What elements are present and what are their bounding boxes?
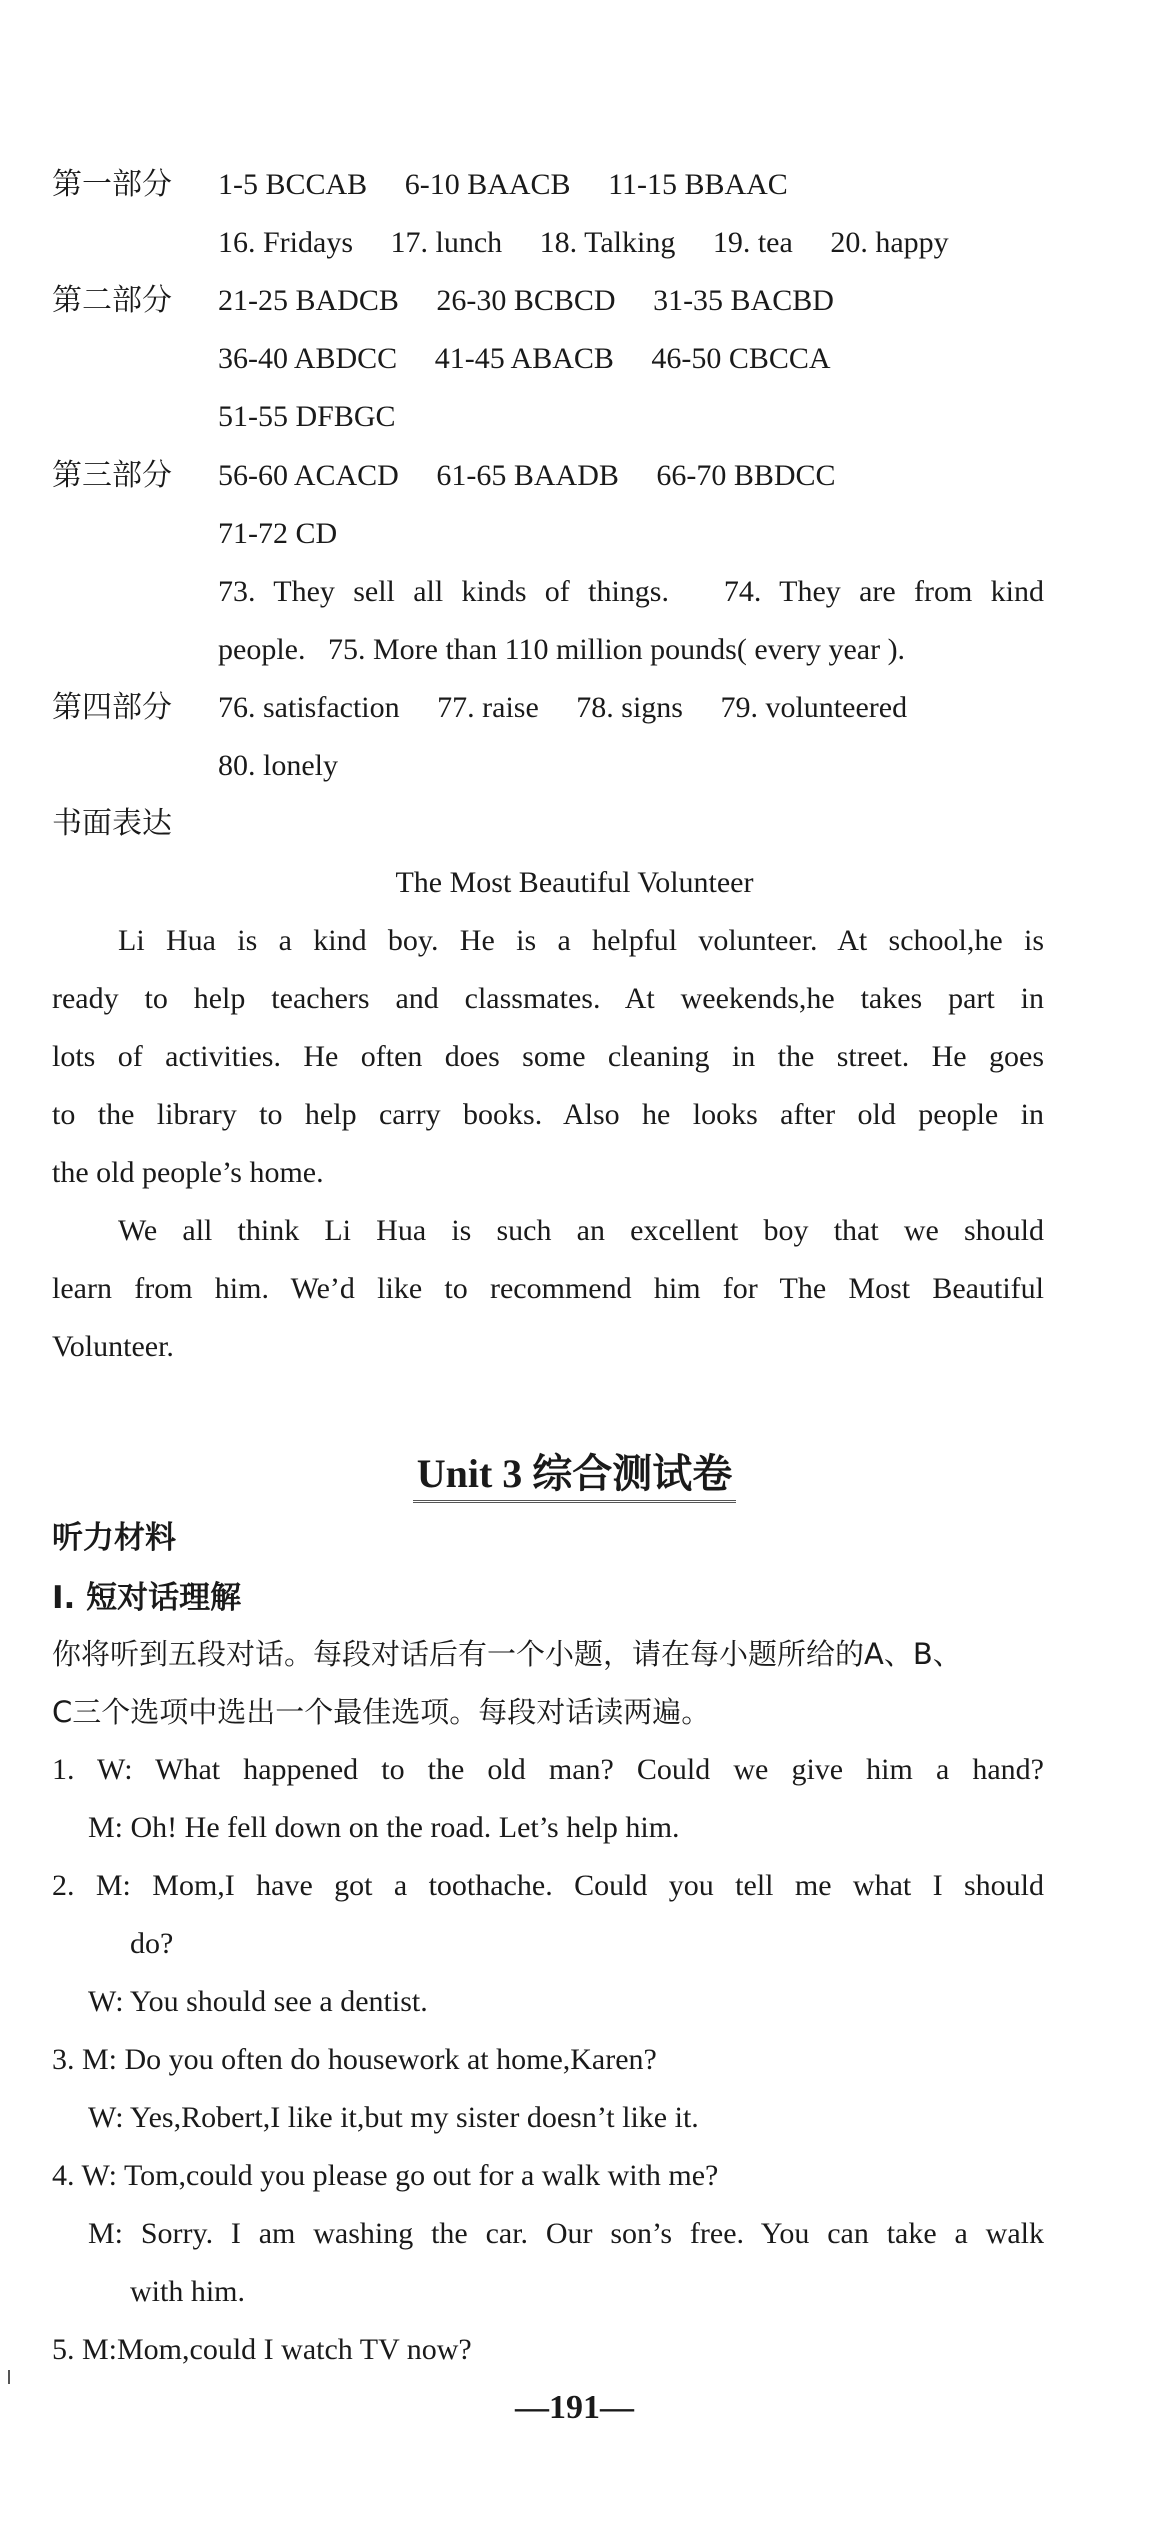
answer-item: 20. happy [830,226,949,259]
answer-item: 17. lunch [390,226,503,259]
essay-p1-line5: the old people’s home. [52,1156,324,1189]
part3-label: 第三部分 [52,459,172,492]
answer-group: 61-65 BAADB [436,459,619,492]
dialogue-2-q: 2. M: Mom,I have got a toothache. Could you tell me what I should [52,1869,1044,1902]
answer-group: 56-60 ACACD [218,459,399,492]
instruction-line2: C三个选项中选出一个最佳选项。每段对话读两遍。 [52,1695,711,1729]
essay-p2-line2: learn from him. We’d like to recommend him for The Most Beautiful [52,1272,1044,1305]
answer-group: 36-40 ABDCC [218,342,398,375]
answer-item: 76. satisfaction [218,691,400,724]
page-number: —191— [515,2389,634,2426]
answer-item: 16. Fridays [218,226,353,259]
part3-line2: 71-72 CD [218,517,338,550]
section-heading: Ⅰ. 短对话理解 [52,1580,242,1616]
essay-p2-line1: We all think Li Hua is such an excellent boy that we should [118,1214,1044,1247]
instruction-line1: 你将听到五段对话。每段对话后有一个小题，请在每小题所给的A、B、 [52,1637,962,1671]
answer-item: 18. Talking [539,226,676,259]
essay-p2-line3: Volunteer. [52,1330,174,1363]
answer-group: 6-10 BAACB [404,168,571,201]
part2-line3: 51-55 DFBGC [218,400,396,433]
essay-p1-line2: ready to help teachers and classmates. At weekends,he takes part in [52,982,1044,1015]
part2-label: 第二部分 [52,284,172,317]
unit-title-text: Unit 3 综合测试卷 [413,1451,737,1503]
dialogue-4-q: 4. W: Tom,could you please go out for a walk with me? [52,2159,719,2192]
part1-line1 [218,165,788,205]
essay-title: The Most Beautiful Volunteer [395,866,754,899]
part1-line2 [218,223,949,263]
part3-line4: people. 75. More than 110 million pounds( every year ). [218,633,906,666]
dialogue-3-q: 3. M: Do you often do housework at home,Karen? [52,2043,657,2076]
part4-line2: 80. lonely [218,749,338,782]
part4-label: 第四部分 [52,691,172,724]
answer-group: 46-50 CBCCA [651,342,831,375]
answer-item: 78. signs [576,691,683,724]
part2-line2 [218,339,831,379]
essay-p1-line3: lots of activities. He often does some cleaning in the street. He goes [52,1040,1044,1073]
dialogue-4-a-cont: with him. [130,2275,246,2308]
essay-p1-line4: to the library to help carry books. Also he looks after old people in [52,1098,1044,1131]
answer-group: 66-70 BBDCC [656,459,836,492]
unit-title [0,1448,1149,1500]
margin-mark [8,2370,10,2384]
part3-line1 [218,456,836,496]
listening-heading: 听力材料 [52,1520,176,1556]
answer-item: 19. tea [712,226,793,259]
writing-label: 书面表达 [52,807,172,840]
answer-group: 26-30 BCBCD [436,284,616,317]
answer-item: 77. raise [437,691,539,724]
dialogue-3-a: W: Yes,Robert,I like it,but my sister doesn’t like it. [88,2101,699,2134]
dialogue-1-a: M: Oh! He fell down on the road. Let’s help him. [88,1811,680,1844]
dialogue-1-q: 1. W: What happened to the old man? Could we give him a hand? [52,1753,1044,1786]
dialogue-2-q-cont: do? [130,1927,174,1960]
part2-line1 [218,281,834,321]
answer-group: 1-5 BCCAB [218,168,368,201]
essay-p1-line1: Li Hua is a kind boy. He is a helpful volunteer. At school,he is [118,924,1044,957]
part4-line1 [218,688,907,728]
dialogue-2-a: W: You should see a dentist. [88,1985,428,2018]
dialogue-4-a: M: Sorry. I am washing the car. Our son’s free. You can take a walk [88,2217,1044,2250]
part1-label: 第一部分 [52,168,172,201]
part3-line3: 73. They sell all kinds of things. 74. They are from kind [218,575,1044,608]
answer-group: 41-45 ABACB [434,342,614,375]
answer-group: 31-35 BACBD [653,284,834,317]
dialogue-5-q: 5. M:Mom,could I watch TV now? [52,2333,472,2366]
answer-group: 21-25 BADCB [218,284,399,317]
answer-item: 79. volunteered [720,691,908,724]
answer-group: 11-15 BBAAC [608,168,788,201]
